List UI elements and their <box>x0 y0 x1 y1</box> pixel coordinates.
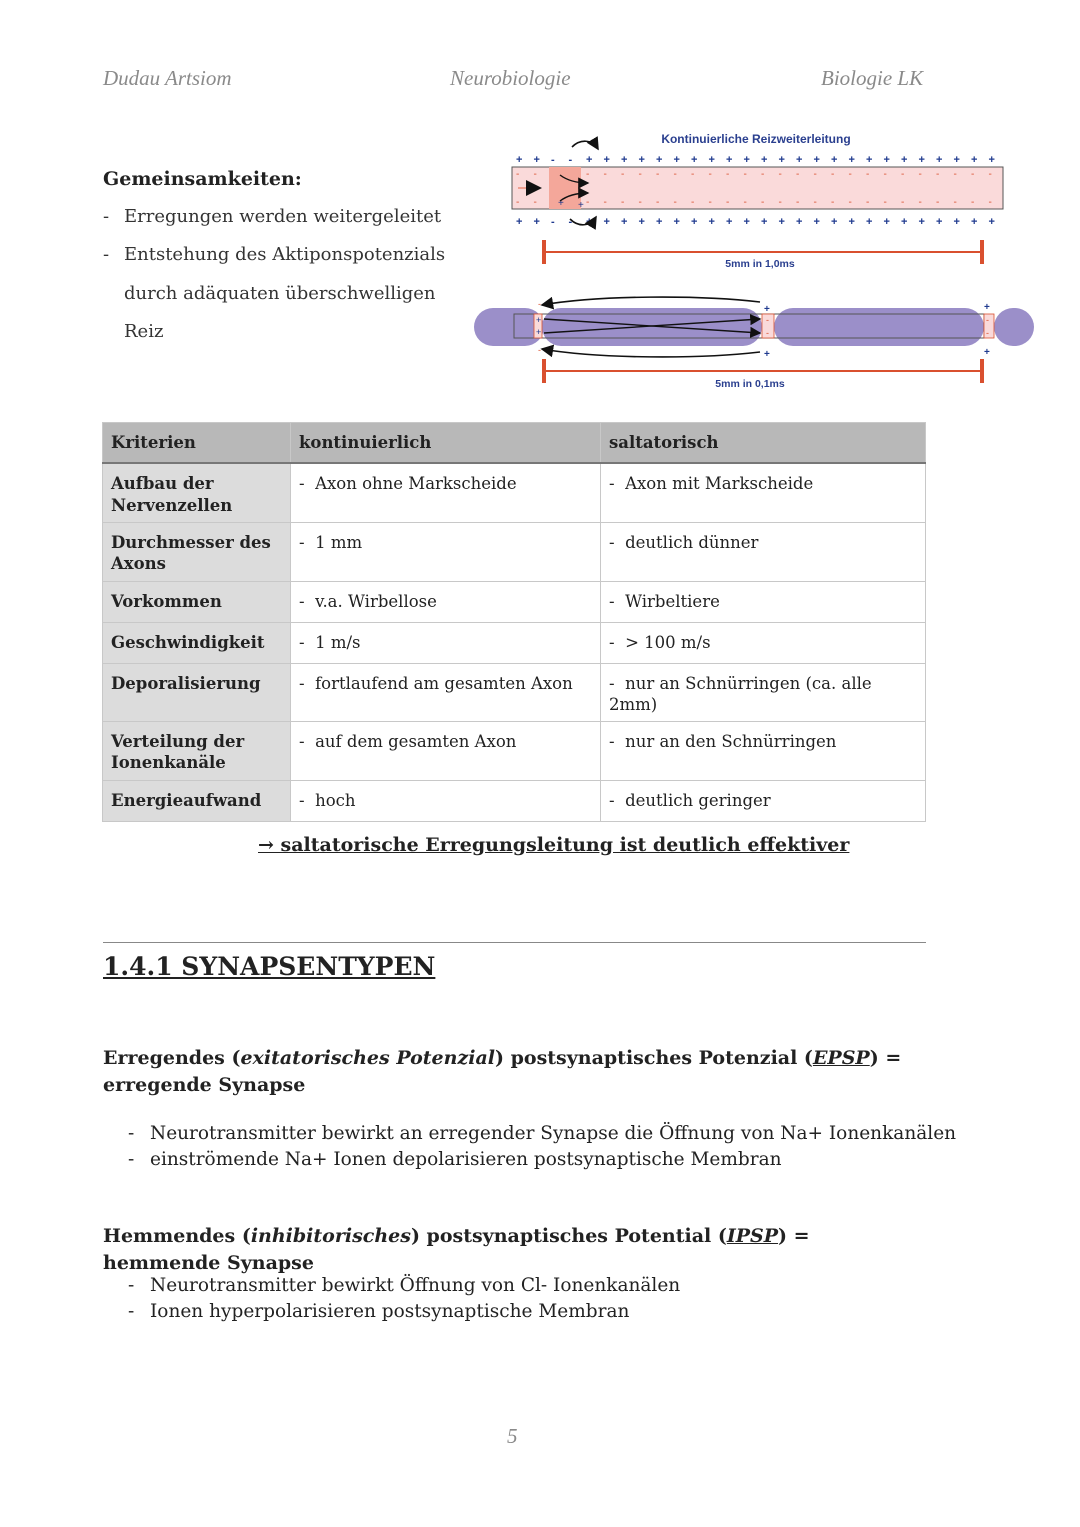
svg-text:-: - <box>883 197 887 208</box>
svg-text:-: - <box>936 169 940 180</box>
section-heading: 1.4.1 SYNAPSENTYPEN <box>103 952 436 981</box>
svg-text:-: - <box>918 197 922 208</box>
saltatory-cell: - deutlich dünner <box>601 522 926 581</box>
svg-text:-: - <box>603 169 607 180</box>
svg-text:-: - <box>971 169 975 180</box>
svg-text:-: - <box>936 197 940 208</box>
criterion-cell: Vorkommen <box>103 581 291 622</box>
header-subject: Neurobiologie <box>450 66 571 90</box>
criterion-cell: Deporalisierung <box>103 663 291 721</box>
svg-text:-: - <box>533 169 537 180</box>
svg-text:+: + <box>953 216 960 228</box>
continuous-cell: - 1 mm <box>291 522 601 581</box>
svg-text:+: + <box>638 216 645 228</box>
svg-text:+: + <box>848 216 855 228</box>
svg-text:-: - <box>516 169 520 180</box>
saltatory-cell: - Wirbeltiere <box>601 581 926 622</box>
svg-text:-: - <box>971 197 975 208</box>
svg-text:+: + <box>691 154 698 166</box>
svg-text:+: + <box>516 154 523 166</box>
svg-text:-: - <box>656 197 660 208</box>
table-header: saltatorisch <box>601 423 926 464</box>
svg-text:-: - <box>986 315 989 325</box>
svg-text:-: - <box>691 197 695 208</box>
svg-text:+: + <box>813 216 820 228</box>
svg-text:+: + <box>971 216 978 228</box>
epsp-item: - einströmende Na+ Ionen depolarisieren postsynaptische Membran <box>128 1149 782 1170</box>
svg-text:+: + <box>673 216 680 228</box>
svg-text:-: - <box>516 197 520 208</box>
saltatory-cell: - Axon mit Markscheide <box>601 463 926 522</box>
saltatory-cell: - nur an Schnürringen (ca. alle 2mm) <box>601 663 926 721</box>
myelin-sheath <box>994 308 1034 346</box>
svg-text:+: + <box>536 315 542 325</box>
svg-text:+: + <box>516 216 523 228</box>
svg-text:+: + <box>831 154 838 166</box>
svg-text:+: + <box>578 200 584 211</box>
continuous-cell: - hoch <box>291 780 601 821</box>
criterion-cell: Geschwindigkeit <box>103 622 291 663</box>
svg-text:+: + <box>726 154 733 166</box>
table-row <box>103 581 926 622</box>
section-divider <box>103 942 926 943</box>
svg-text:+: + <box>764 304 770 315</box>
svg-text:+: + <box>796 216 803 228</box>
svg-text:-: - <box>848 197 852 208</box>
svg-text:+: + <box>988 216 995 228</box>
svg-text:-: - <box>918 169 922 180</box>
svg-text:+: + <box>691 216 698 228</box>
svg-text:-: - <box>538 299 541 309</box>
svg-text:-: - <box>761 169 765 180</box>
svg-text:-: - <box>673 197 677 208</box>
criterion-cell: Durchmesser des Axons <box>103 522 291 581</box>
criterion-cell: Aufbau der Nervenzellen <box>103 463 291 522</box>
table-row <box>103 522 926 581</box>
svg-text:+: + <box>848 154 855 166</box>
svg-text:+: + <box>638 154 645 166</box>
continuous-title: Kontinuierliche Reizweiterleitung <box>661 132 851 146</box>
conduction-diagram <box>470 125 1040 397</box>
ipsp-definition: Hemmendes (inhibitorisches) postsynaptisches Potential (IPSP) = hemmende Synapse <box>103 1225 810 1274</box>
svg-text:+: + <box>761 216 768 228</box>
svg-text:-: - <box>708 169 712 180</box>
svg-text:+: + <box>971 154 978 166</box>
comparison-table <box>102 422 926 822</box>
svg-text:-: - <box>901 197 905 208</box>
svg-text:-: - <box>621 197 625 208</box>
svg-text:-: - <box>988 169 992 180</box>
svg-text:-: - <box>621 169 625 180</box>
svg-text:-: - <box>953 169 957 180</box>
svg-text:+: + <box>726 216 733 228</box>
svg-text:-: - <box>813 169 817 180</box>
svg-text:-: - <box>883 169 887 180</box>
commonality-item: - Entstehung des Aktiponspotenzials <box>103 244 446 265</box>
epsp-item: - Neurotransmitter bewirkt an erregender Synapse die Öffnung von Na+ Ionenkanälen <box>128 1123 957 1144</box>
top-plus-row <box>516 154 995 166</box>
continuous-cell: - Axon ohne Markscheide <box>291 463 601 522</box>
header-course: Biologie LK <box>821 66 924 90</box>
table-header: Kriterien <box>103 423 291 464</box>
svg-text:+: + <box>831 216 838 228</box>
page-number: 5 <box>507 1424 518 1448</box>
svg-text:-: - <box>743 169 747 180</box>
svg-text:+: + <box>866 154 873 166</box>
table-row <box>103 721 926 780</box>
svg-text:-: - <box>766 328 769 338</box>
svg-text:-: - <box>708 197 712 208</box>
svg-text:+: + <box>984 347 990 358</box>
continuous-cell: - fortlaufend am gesamten Axon <box>291 663 601 721</box>
svg-text:-: - <box>743 197 747 208</box>
saltatory-cell: - nur an den Schnürringen <box>601 721 926 780</box>
svg-text:+: + <box>558 198 564 209</box>
svg-text:+: + <box>533 154 540 166</box>
commonality-item: - Erregungen werden weitergeleitet <box>103 206 442 227</box>
ipsp-item: - Ionen hyperpolarisieren postsynaptische Membran <box>128 1301 630 1322</box>
svg-text:+: + <box>988 154 995 166</box>
svg-text:+: + <box>536 327 542 337</box>
svg-text:-: - <box>866 169 870 180</box>
svg-text:+: + <box>586 154 593 166</box>
svg-text:-: - <box>551 154 555 166</box>
svg-text:+: + <box>533 216 540 228</box>
ipsp-item: - Neurotransmitter bewirkt Öffnung von Cl- Ionenkanälen <box>128 1275 681 1296</box>
continuous-cell: - auf dem gesamten Axon <box>291 721 601 780</box>
svg-text:-: - <box>778 197 782 208</box>
table-header: kontinuierlich <box>291 423 601 464</box>
continuous-cell: - v.a. Wirbellose <box>291 581 601 622</box>
continuous-speed: 5mm in 1,0ms <box>725 258 795 270</box>
svg-text:-: - <box>901 169 905 180</box>
svg-text:-: - <box>813 197 817 208</box>
svg-text:+: + <box>796 154 803 166</box>
svg-text:-: - <box>986 328 989 338</box>
criterion-cell: Energieaufwand <box>103 780 291 821</box>
table-row <box>103 780 926 821</box>
bottom-plus-row <box>516 216 995 228</box>
svg-text:+: + <box>778 154 785 166</box>
svg-text:+: + <box>984 302 990 313</box>
svg-text:+: + <box>936 216 943 228</box>
svg-text:-: - <box>848 169 852 180</box>
svg-text:+: + <box>656 216 663 228</box>
svg-text:-: - <box>638 197 642 208</box>
svg-text:+: + <box>901 154 908 166</box>
svg-text:-: - <box>726 169 730 180</box>
svg-text:+: + <box>673 154 680 166</box>
svg-text:-: - <box>831 169 835 180</box>
commonality-item-continued: Reiz <box>124 321 164 342</box>
continuous-cell: - 1 m/s <box>291 622 601 663</box>
svg-text:+: + <box>656 154 663 166</box>
header-author: Dudau Artsiom <box>103 66 232 90</box>
svg-text:+: + <box>603 154 610 166</box>
svg-text:+: + <box>761 154 768 166</box>
svg-text:+: + <box>708 154 715 166</box>
svg-text:+: + <box>936 154 943 166</box>
svg-text:+: + <box>813 154 820 166</box>
svg-text:+: + <box>621 154 628 166</box>
svg-text:-: - <box>796 169 800 180</box>
svg-text:-: - <box>778 169 782 180</box>
svg-text:-: - <box>673 169 677 180</box>
svg-text:-: - <box>866 197 870 208</box>
svg-text:-: - <box>796 197 800 208</box>
saltatory-cell: - > 100 m/s <box>601 622 926 663</box>
svg-text:-: - <box>533 197 537 208</box>
svg-text:-: - <box>586 169 590 180</box>
svg-text:+: + <box>901 216 908 228</box>
svg-text:-: - <box>586 197 590 208</box>
svg-text:-: - <box>831 197 835 208</box>
svg-text:+: + <box>708 216 715 228</box>
commonality-item-continued: durch adäquaten überschwelligen <box>124 283 436 304</box>
svg-text:-: - <box>568 216 573 228</box>
svg-text:+: + <box>621 216 628 228</box>
svg-text:-: - <box>953 197 957 208</box>
svg-text:-: - <box>761 197 765 208</box>
svg-text:-: - <box>691 169 695 180</box>
epsp-definition: Erregendes (exitatorisches Potenzial) postsynaptisches Potenzial (EPSP) = erregende Synapse <box>103 1047 902 1096</box>
svg-text:-: - <box>988 197 992 208</box>
table-row <box>103 663 926 721</box>
svg-text:+: + <box>918 216 925 228</box>
conclusion-text: → saltatorische Erregungsleitung ist deutlich effektiver <box>258 834 850 856</box>
svg-text:+: + <box>953 154 960 166</box>
table-row <box>103 463 926 522</box>
svg-text:+: + <box>883 216 890 228</box>
svg-text:+: + <box>883 154 890 166</box>
svg-text:+: + <box>764 349 770 360</box>
svg-text:+: + <box>603 216 610 228</box>
svg-text:-: - <box>766 315 769 325</box>
svg-text:+: + <box>918 154 925 166</box>
svg-text:-: - <box>638 169 642 180</box>
svg-text:+: + <box>743 216 750 228</box>
table-row <box>103 622 926 663</box>
svg-text:+: + <box>866 216 873 228</box>
svg-text:+: + <box>778 216 785 228</box>
depolarized-region <box>549 167 581 209</box>
saltatory-cell: - deutlich geringer <box>601 780 926 821</box>
svg-text:-: - <box>538 345 541 355</box>
svg-text:-: - <box>726 197 730 208</box>
svg-text:-: - <box>656 169 660 180</box>
svg-text:-: - <box>551 216 555 228</box>
svg-text:-: - <box>568 154 573 166</box>
commonalities-title: Gemeinsamkeiten: <box>103 168 302 190</box>
svg-text:+: + <box>586 216 593 228</box>
svg-text:-: - <box>603 197 607 208</box>
saltatory-speed: 5mm in 0,1ms <box>715 378 785 390</box>
criterion-cell: Verteilung der Ionenkanäle <box>103 721 291 780</box>
svg-text:+: + <box>743 154 750 166</box>
